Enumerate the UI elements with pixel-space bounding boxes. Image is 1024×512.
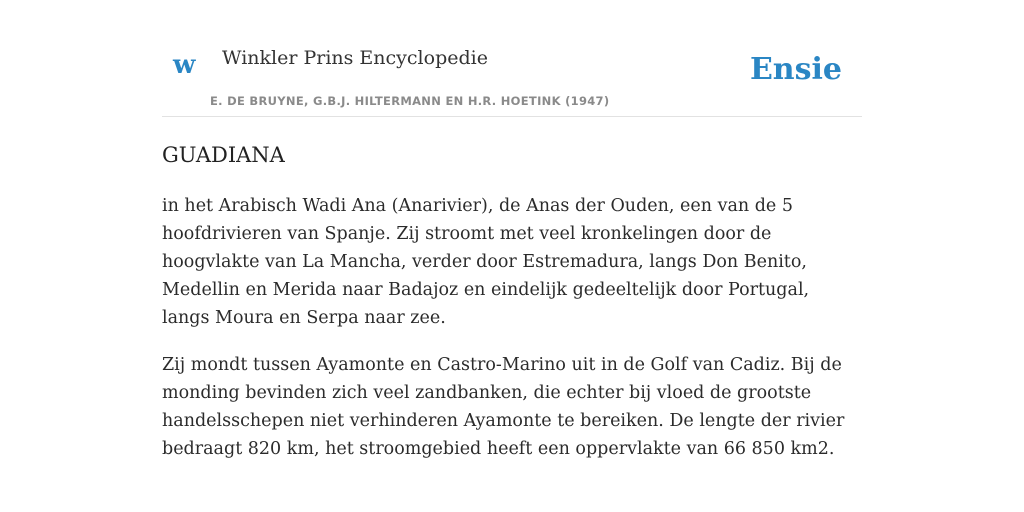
- site-header: [162, 0, 862, 117]
- source-authors: E. DE BRUYNE, G.B.J. HILTERMANN EN H.R. HOETINK (1947): [210, 94, 610, 108]
- entry-paragraph: Zij mondt tussen Ayamonte en Castro-Marino uit in de Golf van Cadiz. Bij de monding bevinden zich veel zandbanken, die echter bij vloed de grootste handelsschepen niet verhinderen Ayamonte te bereiken. De lengte der rivier bedraagt 820 km, het stroomgebied heeft een oppervlakte van 66 850 km2.: [162, 355, 845, 459]
- page-container: [162, 0, 862, 512]
- entry-paragraph: in het Arabisch Wadi Ana (Anarivier), de Anas der Ouden, een van de 5 hoofdrivieren van Spanje. Zij stroomt met veel kronkelingen door de hoogvlakte van La Mancha, verder door Estremadura, langs Don Benito, Medellin en Merida naar Badajoz en eindelijk gedeeltelijk door Portugal, langs Moura en Serpa naar zee.: [162, 196, 810, 328]
- site-title[interactable]: Winkler Prins Encyclopedie: [222, 47, 488, 69]
- brand-logo[interactable]: Ensie: [749, 52, 842, 87]
- entry-title: GUADIANA: [162, 143, 285, 167]
- site-logo[interactable]: w: [173, 50, 196, 80]
- entry-body: [162, 192, 862, 482]
